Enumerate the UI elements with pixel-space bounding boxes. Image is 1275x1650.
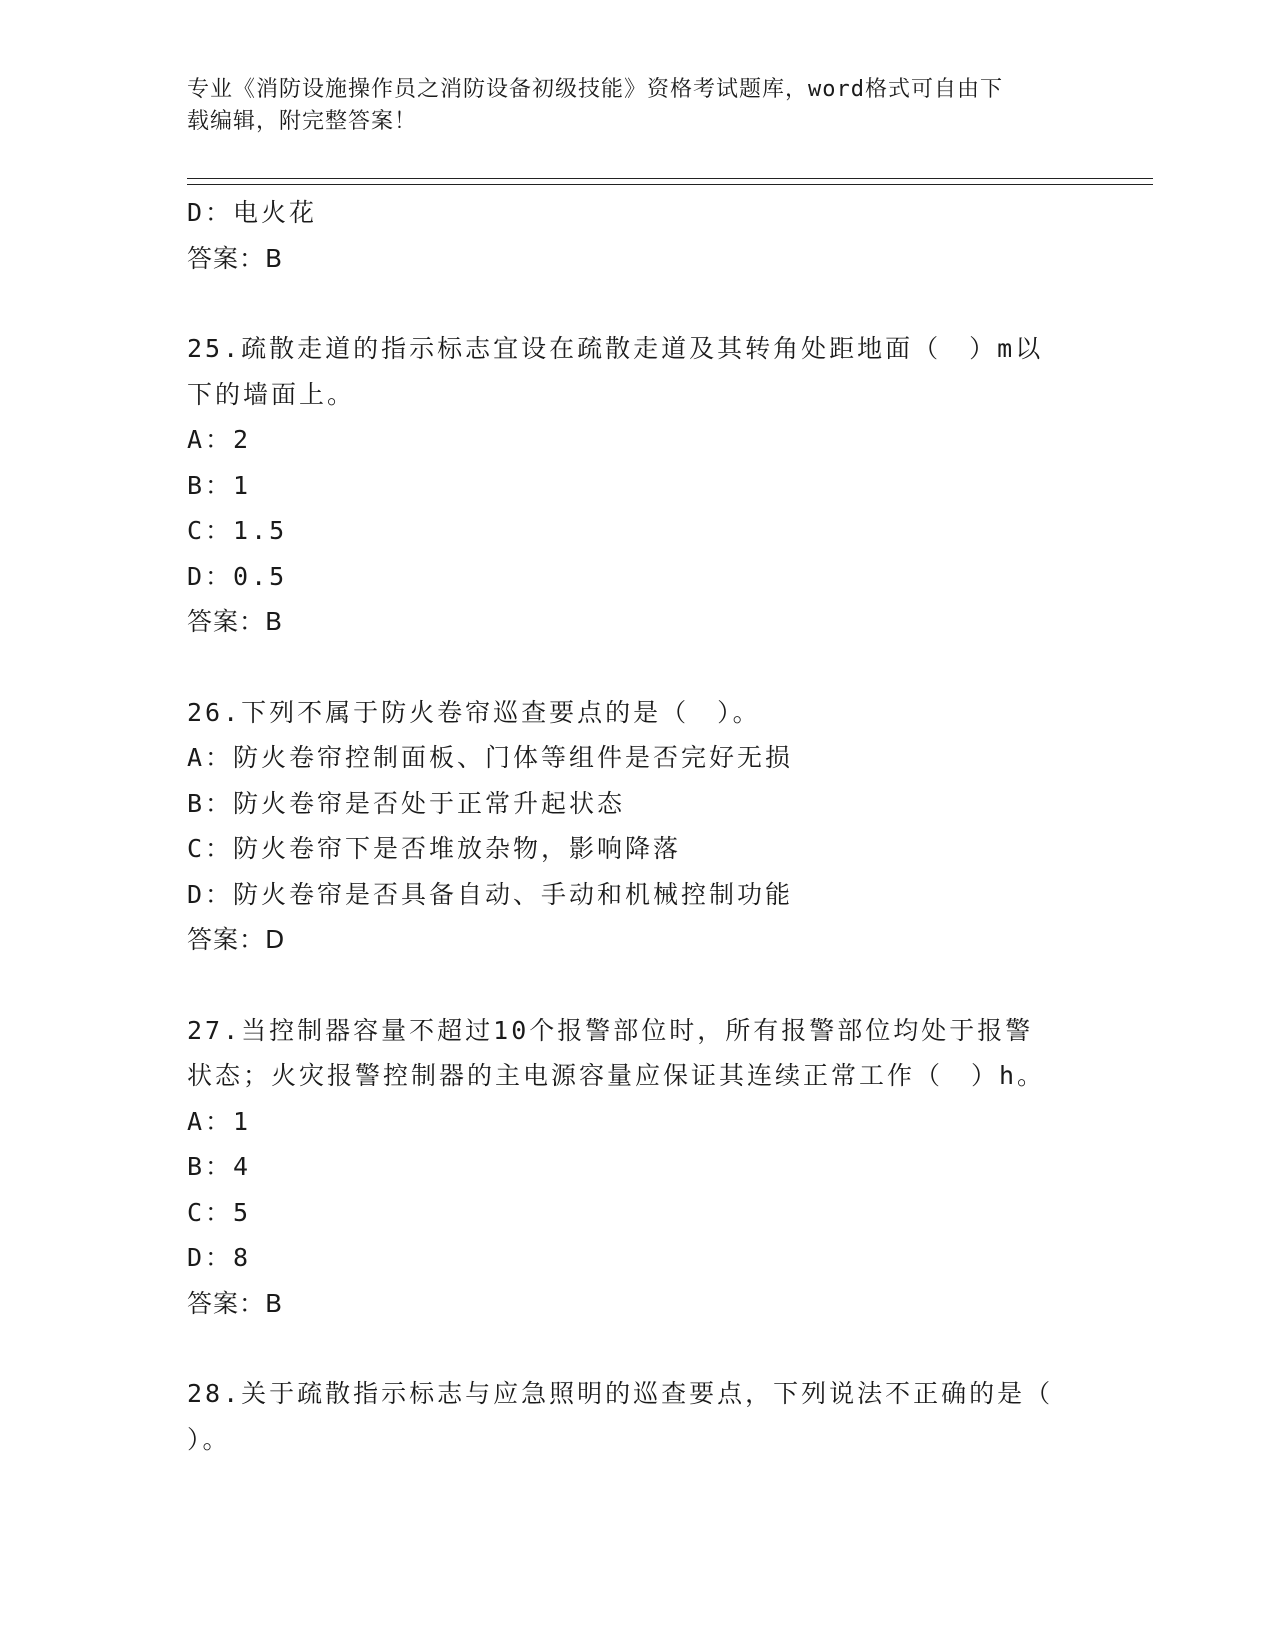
- question-stem-continued: 状态；火灾报警控制器的主电源容量应保证其连续正常工作（ ）h。: [187, 1061, 1046, 1090]
- answer: 答案：B: [187, 243, 284, 273]
- option-b: B：4: [187, 1152, 252, 1181]
- question-stem-continued: 下的墙面上。: [187, 379, 356, 409]
- question-list: [187, 190, 1067, 1462]
- question-25: [187, 326, 1067, 645]
- header-line-1: 专业《消防设施操作员之消防设备初级技能》资格考试题库，word格式可自由下: [187, 77, 1003, 102]
- question-27: [187, 1008, 1067, 1327]
- option-c: C：5: [187, 1197, 252, 1227]
- answer: 答案：B: [187, 1288, 284, 1318]
- option-c: C：1.5: [187, 516, 288, 545]
- option-c: C：防火卷帘下是否堆放杂物，影响降落: [187, 834, 682, 863]
- question-28: [187, 1371, 1067, 1462]
- header-divider: [187, 178, 1153, 185]
- option-a: A：1: [187, 1106, 252, 1136]
- option-a: A：2: [187, 425, 252, 454]
- question-stem: 28.关于疏散指示标志与应急照明的巡查要点，下列说法不正确的是（: [187, 1379, 1054, 1408]
- option-d: D：8: [187, 1243, 252, 1272]
- option-d: D：0.5: [187, 561, 288, 591]
- page-header: [187, 74, 1067, 138]
- question-stem: 25.疏散走道的指示标志宜设在疏散走道及其转角处距地面（ ）m以: [187, 334, 1044, 363]
- question-fragment: [187, 190, 1067, 281]
- question-stem: 26.下列不属于防火卷帘巡查要点的是（ ）。: [187, 697, 761, 727]
- option-d: D：电火花: [187, 198, 318, 227]
- option-a: A：防火卷帘控制面板、门体等组件是否完好无损: [187, 743, 794, 772]
- answer: 答案：B: [187, 607, 284, 636]
- answer: 答案：D: [187, 925, 286, 954]
- question-stem: 27.当控制器容量不超过10个报警部位时，所有报警部位均处于报警: [187, 1015, 1034, 1045]
- header-line-2: 载编辑，附完整答案！: [187, 109, 418, 134]
- option-b: B：1: [187, 470, 252, 500]
- option-b: B：防火卷帘是否处于正常升起状态: [187, 788, 626, 818]
- option-d: D：防火卷帘是否具备自动、手动和机械控制功能: [187, 879, 794, 909]
- question-stem-continued: ）。: [187, 1424, 231, 1454]
- question-26: [187, 690, 1067, 963]
